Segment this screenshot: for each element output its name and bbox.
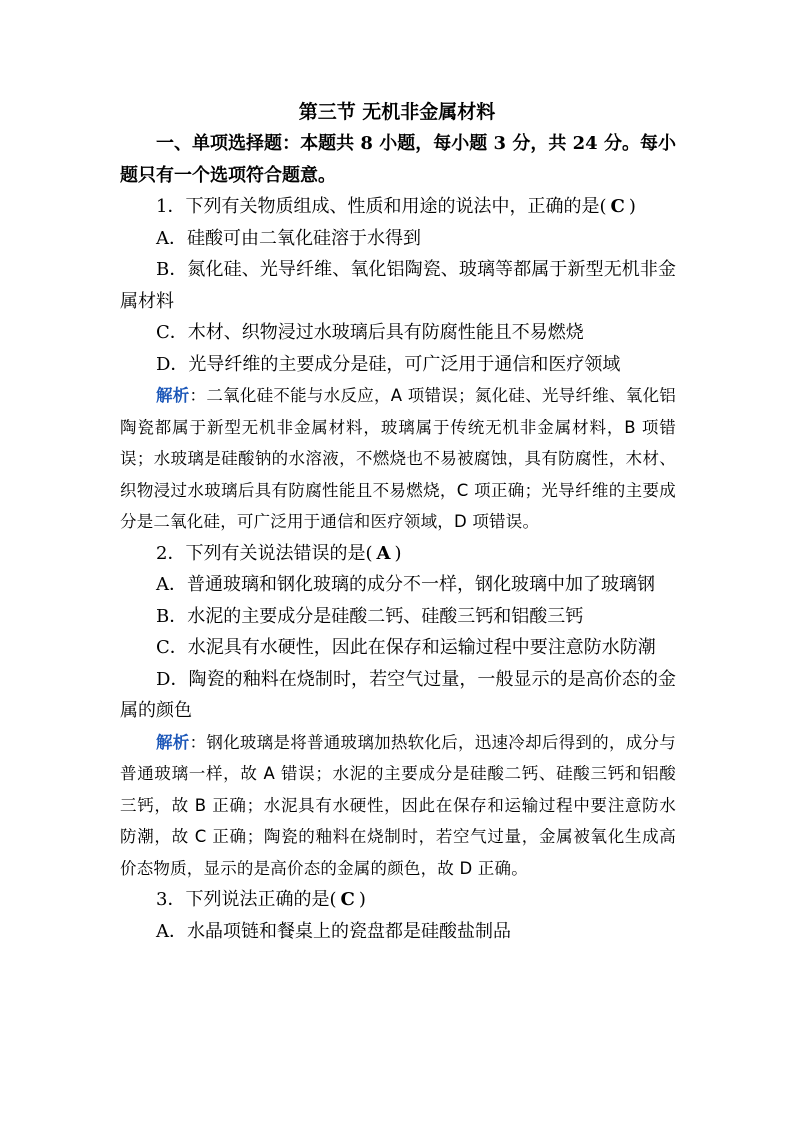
option: A．普通玻璃和钢化玻璃的成分不一样，钢化玻璃中加了玻璃钢 bbox=[156, 574, 655, 595]
section-header: 一、单项选择题：本题共 8 小题，每小题 3 分，共 24 分。每小题只有一个选项符合题意。 bbox=[120, 133, 676, 186]
option: B．氮化硅、光导纤维、氧化铝陶瓷、玻璃等都属于新型无机非金属材料 bbox=[120, 259, 676, 312]
question-stem: 3．下列说法正确的是( C ) bbox=[156, 889, 366, 910]
document-body bbox=[120, 128, 676, 947]
option: A．水晶项链和餐桌上的瓷盘都是硅酸盐制品 bbox=[156, 920, 511, 942]
option: C．水泥具有水硬性，因此在保存和运输过程中要注意防水防潮 bbox=[156, 637, 656, 658]
analysis-paragraph: 解析：二氧化硅不能与水反应，A 项错误；氮化硅、光导纤维、氧化铝陶瓷都属于新型无机非金属材料，玻璃属于传统无机非金属材料，B 项错误；水玻璃是硅酸钠的水溶液，不燃烧也不易被腐蚀，具有防腐性，木材、织物浸过水玻璃后具有防腐性能且不易燃烧，C 项正确；光导纤维的主要成分是二氧化硅，可广泛用于通信和医疗领域，D 项错误。 bbox=[120, 386, 676, 531]
option: A．硅酸可由二氧化硅溶于水得到 bbox=[156, 227, 421, 249]
answer-label: C bbox=[610, 196, 625, 217]
option: D．光导纤维的主要成分是硅，可广泛用于通信和医疗领域 bbox=[156, 353, 621, 375]
option: B．水泥的主要成分是硅酸二钙、硅酸三钙和铝酸三钙 bbox=[156, 605, 584, 627]
analysis-label: 解析 bbox=[156, 732, 190, 752]
answer-label: A bbox=[376, 542, 391, 564]
option: C．木材、织物浸过水玻璃后具有防腐性能且不易燃烧 bbox=[156, 322, 584, 343]
option: D．陶瓷的釉料在烧制时，若空气过量，一般显示的是高价态的金属的颜色 bbox=[120, 668, 676, 721]
question-stem: 1．下列有关物质组成、性质和用途的说法中，正确的是( C ) bbox=[156, 196, 636, 217]
answer-label: C bbox=[340, 889, 355, 910]
page-title: 第三节 无机非金属材料 bbox=[298, 101, 496, 123]
analysis-label: 解析 bbox=[156, 386, 190, 405]
question-stem: 2．下列有关说法错误的是( A ) bbox=[156, 542, 402, 564]
analysis-paragraph: 解析：钢化玻璃是将普通玻璃加热软化后，迅速冷却后得到的，成分与普通玻璃一样，故 A 错误；水泥的主要成分是硅酸二钙、硅酸三钙和铝酸三钙，故 B 正确；水泥具有水硬性，因此在保存和运输过程中要注意防水防潮，故 C 正确；陶瓷的釉料在烧制时，若空气过量，金属被氧化生成高价态物质，显示的是高价态的金属的颜色，故 D 正确。 bbox=[120, 732, 676, 878]
